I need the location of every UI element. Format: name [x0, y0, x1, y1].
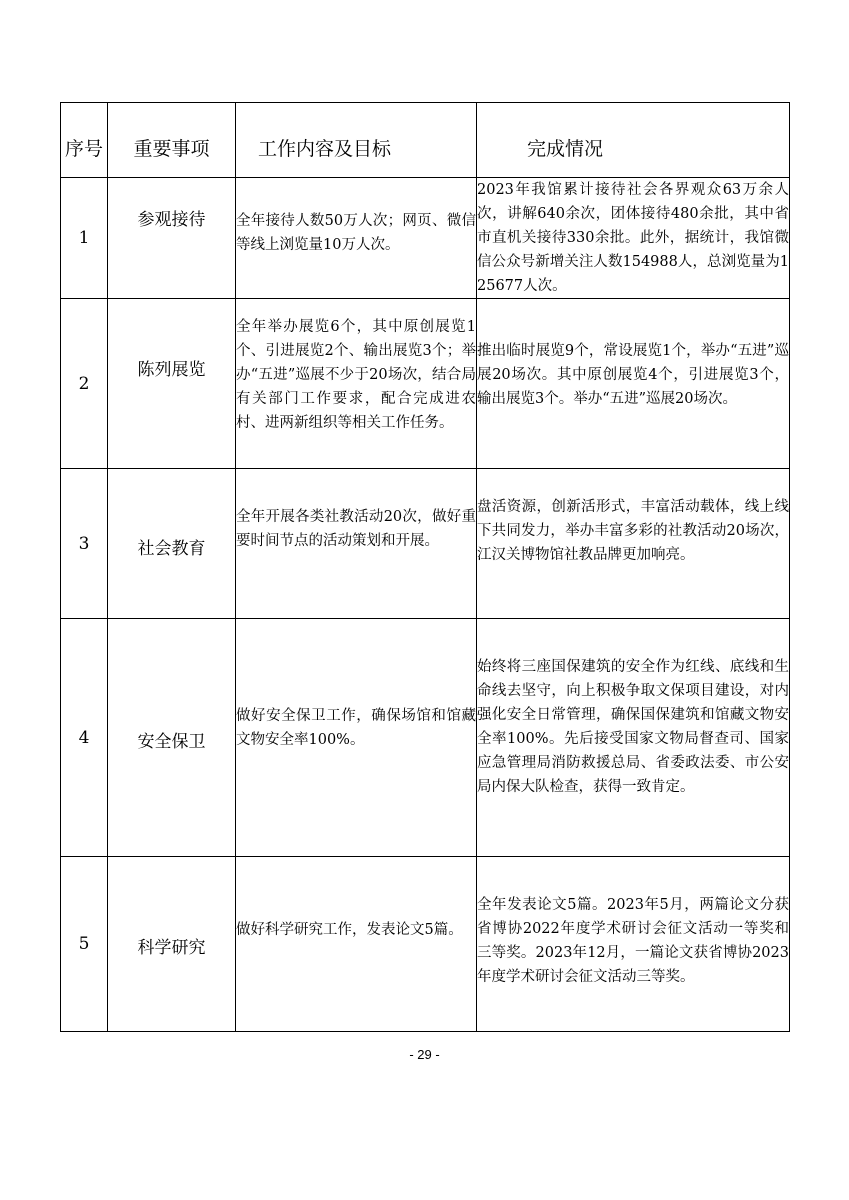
row-content-text: 全年举办展览6个，其中原创展览1个、引进展览2个、输出展览3个；举办“五进”巡展不少于20场次，结合局有关部门工作要求，配合完成进农村、进两新组织等相关工作任务。 — [236, 319, 476, 431]
row-content-text: 全年接待人数50万人次；网页、微信等线上浏览量10万人次。 — [236, 213, 476, 253]
row-status-text: 全年发表论文5篇。2023年5月，两篇论文分获省博协2022年度学术研讨会征文活动一等奖和三等奖。2023年12月，一篇论文获省博协2023年度学术研讨会征文活动三等奖。 — [477, 897, 789, 985]
row-content — [236, 178, 477, 299]
row-item — [108, 299, 236, 469]
row-status — [477, 619, 790, 857]
row-status-text: 盘活资源，创新活形式，丰富活动载体，线上线下共同发力，举办丰富多彩的社教活动20场次，江汉关博物馆社教品牌更加响亮。 — [477, 499, 789, 563]
row-content-text: 全年开展各类社教活动20次，做好重要时间节点的活动策划和开展。 — [236, 509, 476, 549]
row-num: 3 — [61, 469, 108, 619]
table-row — [61, 857, 790, 1032]
table-header-row — [61, 103, 790, 178]
row-item-text: 科学研究 — [137, 938, 206, 958]
row-status — [477, 299, 790, 469]
row-content-text: 做好安全保卫工作，确保场馆和馆藏文物安全率100%。 — [236, 708, 476, 748]
row-content — [236, 619, 477, 857]
row-status — [477, 469, 790, 619]
row-num: 4 — [61, 619, 108, 857]
table-row — [61, 469, 790, 619]
row-content-text: 做好科学研究工作，发表论文5篇。 — [236, 922, 463, 938]
table-row — [61, 178, 790, 299]
table-row — [61, 619, 790, 857]
row-item — [108, 857, 236, 1032]
page-number: - 29 - — [409, 1047, 440, 1062]
row-content — [236, 469, 477, 619]
header-item: 重要事项 — [108, 103, 236, 178]
row-num: 2 — [61, 299, 108, 469]
row-status — [477, 178, 790, 299]
header-num: 序号 — [61, 103, 108, 178]
row-status-text: 推出临时展览9个，常设展览1个，举办“五进”巡展20场次。其中原创展览4个，引进展览3个，输出展览3个。举办“五进”巡展20场次。 — [477, 343, 789, 407]
row-status — [477, 857, 790, 1032]
row-content — [236, 857, 477, 1032]
row-item-text: 参观接待 — [137, 210, 206, 230]
row-item-text: 陈列展览 — [137, 360, 206, 380]
work-summary-table — [60, 102, 790, 1032]
row-num: 1 — [61, 178, 108, 299]
row-item — [108, 469, 236, 619]
table-row — [61, 299, 790, 469]
row-item — [108, 178, 236, 299]
header-status: 完成情况 — [477, 103, 790, 178]
row-item-text: 安全保卫 — [137, 732, 206, 752]
row-content — [236, 299, 477, 469]
row-num: 5 — [61, 857, 108, 1032]
row-status-text: 始终将三座国保建筑的安全作为红线、底线和生命线去坚守，向上积极争取文保项目建设，对内强化安全日常管理，确保国保建筑和馆藏文物安全率100%。先后接受国家文物局督查司、国家应急管理局消防救援总局、省委政法委、市公安局内保大队检查，获得一致肯定。 — [477, 659, 789, 795]
header-content: 工作内容及目标 — [236, 103, 477, 178]
row-item — [108, 619, 236, 857]
row-status-text: 2023年我馆累计接待社会各界观众63万余人次，讲解640余次，团体接待480余批，其中省市直机关接待330余批。此外，据统计，我馆微信公众号新增关注人数154988人，总浏览量为125677人次。 — [477, 182, 789, 294]
row-item-text: 社会教育 — [137, 539, 206, 559]
